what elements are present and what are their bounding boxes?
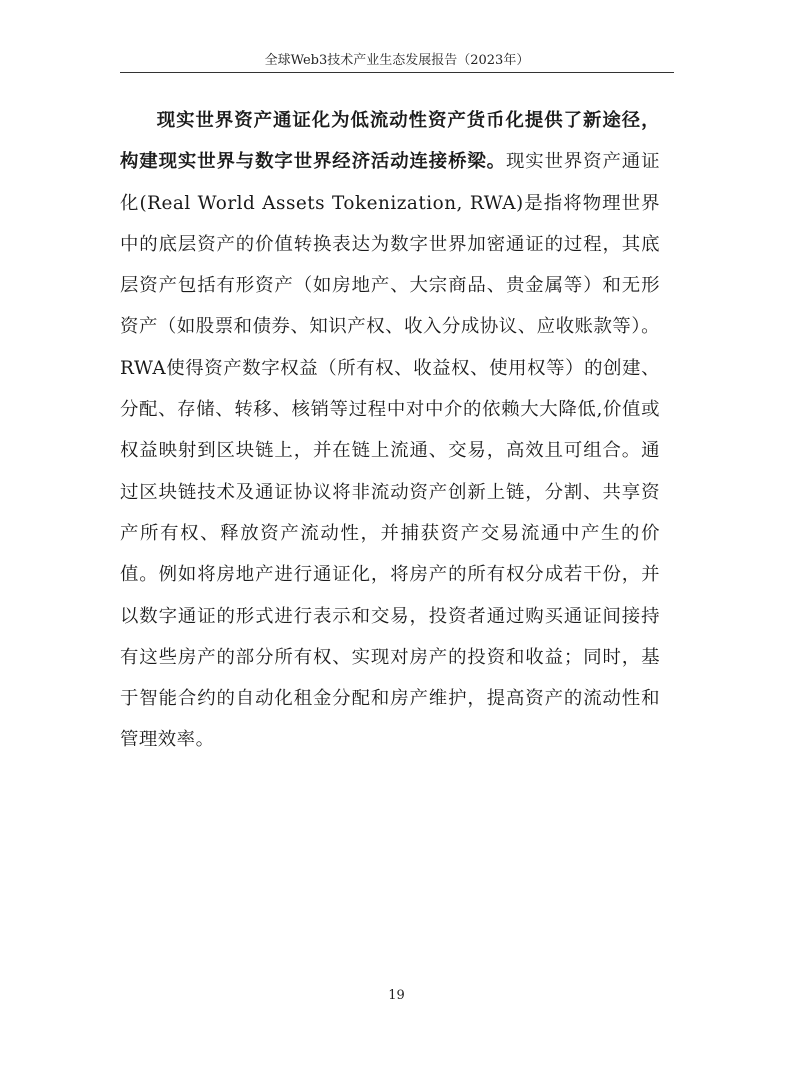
page-header-title: 全球Web3技术产业生态发展报告（2023年） <box>264 53 530 68</box>
paragraph-lead-bold: 现实世界资产通证化为低流动性资产货币化提供了新途径，构建现实世界与数字世界经济活动连接桥梁。 <box>120 110 660 173</box>
page-number: 19 <box>388 988 405 1003</box>
header-divider <box>120 72 674 73</box>
paragraph-body: 现实世界资产通证化(Real World Assets Tokenization, RWA)是指将物理世界中的底层资产的价值转换表达为数字世界加密通证的过程，其底层资产包括有形资产（如房地产、大宗商品、贵金属等）和无形资产（如股票和债券、知识产权、收入分成协议、应收账款等）。RWA使得资产数字权益（所有权、收益权、使用权等）的创建、分配、存储、转移、核销等过程中对中介的依赖大大降低,价值或权益映射到区块链上，并在链上流通、交易，高效且可组合。通过区块链技术及通证协议将非流动资产创新上链，分割、共享资产所有权、释放资产流动性，并捕获资产交易流通中产生的价值。例如将房地产进行通证化，将房产的所有权分成若干份，并以数字通证的形式进行表示和交易，投资者通过购买通证间接持有这些房产的部分所有权、实现对房产的投资和收益；同时，基于智能合约的自动化租金分配和房产维护，提高资产的流动性和管理效率。 <box>120 151 660 751</box>
body-paragraph <box>120 100 660 761</box>
